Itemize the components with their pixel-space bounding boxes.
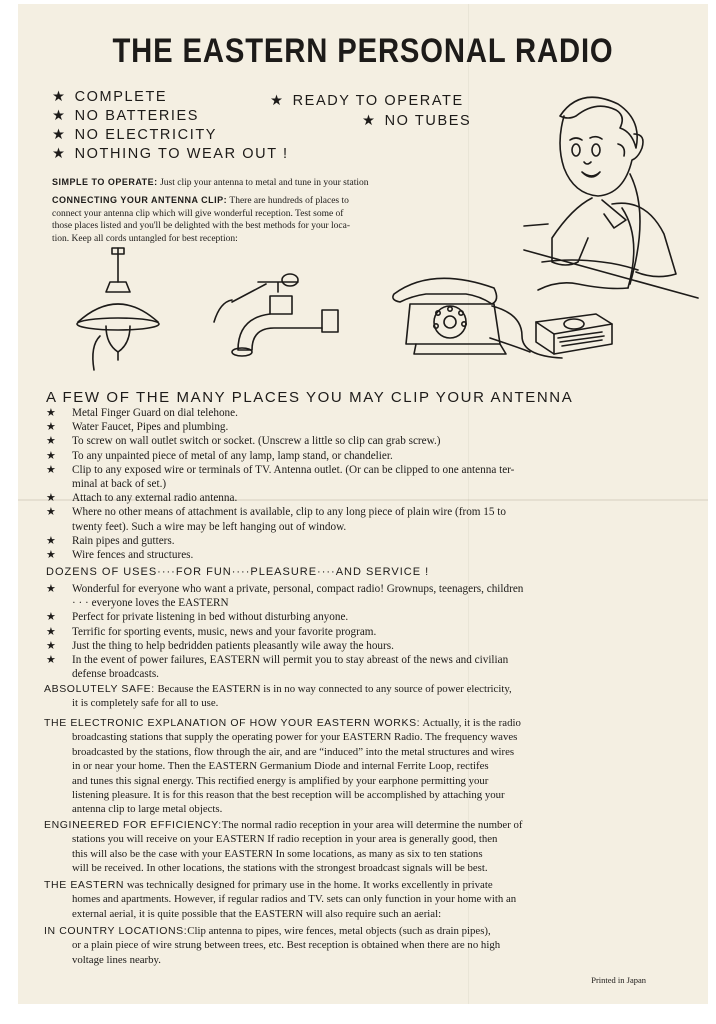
boy-illustration [524,97,698,298]
star-icon: ★ [46,492,56,505]
list-item: ★ Terrific for sporting events, music, news and your favorite program. [46,625,377,638]
list-item: ★ Rain pipes and gutters. [46,534,175,547]
star-icon: ★ [52,89,67,105]
water-faucet-illustration [214,274,338,356]
list-item-continued: defense broadcasts. [72,668,159,681]
list-item: ★ In the event of power failures, EASTERN will permit you to stay abreast of the news and civilian [46,654,509,667]
electronic-explanation-paragraph: THE ELECTRONIC EXPLANATION OF HOW YOUR EASTERN WORKS: Actually, it is the radio broadcasting stations that supply the operating power for your EASTERN Radio. The frequency waves broadcasted by the stations, flow through the air, and are “induced” into the metal structures and wires in or near your home. Then the EASTERN Germanium Diode and internal Ferrite Loop, rectifes and tunes this signal energy. This rectified energy is amplified by your earphone permitting your listening pleasure. It is for this reason that the best reception will be accomplished by attaching your antenna clip to large metal objects. [44,717,521,816]
absolutely-safe-paragraph: ABSOLUTELY SAFE: Because the EASTERN is in no way connected to any source of power electricity, it is completely safe for all to use. [44,683,512,710]
list-item: ★ Where no other means of attachment is available, clip to any long piece of plain wire (from 15 to [46,506,506,519]
star-icon: ★ [46,611,56,624]
list-item: ★ Metal Finger Guard on dial telehone. [46,407,238,419]
star-icon: ★ [52,146,67,162]
list-item-continued: · · · everyone loves the EASTERN [72,597,229,610]
feature-item: ★ NOTHING TO WEAR OUT ! [52,146,289,162]
star-icon: ★ [46,463,56,476]
star-icon: ★ [46,583,56,595]
illustrations [18,4,708,384]
eastern-radio-illustration [536,314,612,354]
places-list [46,406,676,562]
star-icon: ★ [46,654,56,667]
star-icon: ★ [46,449,56,462]
list-item: ★ Clip to any exposed wire or terminals of TV. Antenna outlet. (Or can be clipped to one antenna ter- [46,463,515,476]
telephone-illustration [393,278,562,358]
list-item: ★ Wire fences and structures. [46,549,194,562]
star-icon: ★ [270,93,285,109]
star-icon: ★ [46,435,56,448]
printed-in-japan-note: Printed in Japan [591,975,646,985]
hanging-lamp-illustration [77,248,159,370]
page-title: THE EASTERN PERSONAL RADIO [112,32,614,70]
uses-section-title: DOZENS OF USES····FOR FUN····PLEASURE····AND SERVICE ! [46,566,430,578]
star-icon: ★ [46,549,56,562]
feature-item: ★ NO BATTERIES [52,108,200,124]
list-item: ★ Perfect for private listening in bed without disturbing anyone. [46,611,349,624]
star-icon: ★ [46,625,56,638]
list-item: ★ To screw on wall outlet switch or socket. (Unscrew a little so clip can grab screw.) [46,435,441,448]
star-icon: ★ [52,127,67,143]
star-icon: ★ [46,421,56,434]
list-item-continued: twenty feet). Such a wire may be left hanging out of window. [72,520,347,533]
list-item: ★ To any unpainted piece of metal of any lamp, lamp stand, or chandelier. [46,449,393,462]
list-item-continued: minal at back of set.) [72,478,167,491]
list-item: ★ Wonderful for everyone who want a private, personal, compact radio! Grownups, teenagers, children [46,583,524,595]
feature-item: ★ COMPLETE [52,89,168,105]
uses-list [46,582,682,681]
leaflet-page [18,4,708,1004]
feature-item: ★ NO ELECTRICITY [52,127,218,143]
simple-to-operate: SIMPLE TO OPERATE: Just clip your antenna to metal and tune in your station [52,177,369,188]
star-icon: ★ [362,113,377,129]
places-section-title: A FEW OF THE MANY PLACES YOU MAY CLIP YOUR ANTENNA [46,389,574,406]
star-icon: ★ [46,639,56,652]
designed-for-home-paragraph: THE EASTERN was technically designed for primary use in the home. It works excellently in private homes and apartments. However, if regular radios and TV. sets can only function in your home with an external aerial, it is quite possible that the EASTERN will also require such an aerial: [44,879,517,920]
list-item: ★ Attach to any external radio antenna. [46,492,238,505]
star-icon: ★ [46,506,56,519]
engineered-for-efficiency-paragraph: ENGINEERED FOR EFFICIENCY:The normal radio reception in your area will determine the number of stations you will receive on your EASTERN If radio reception in your area is generally good, then this will also be the case with your EASTERN In some locations, as many as six to ten stations will be received. In other locations, the stations with the strongest broadcast signals will be best. [44,819,523,875]
connecting-antenna-clip: CONNECTING YOUR ANTENNA CLIP: There are hundreds of places to connect your antenna clip which will give wonderful reception. Test some of those places listed and you'll be delighted with the best methods for your loca- tion. Keep all cords untangled for best reception: [52,195,350,244]
star-icon: ★ [46,534,56,547]
feature-item: ★ READY TO OPERATE [270,93,464,109]
star-icon: ★ [46,407,56,419]
feature-item: ★ NO TUBES [362,113,472,129]
list-item: ★ Water Faucet, Pipes and plumbing. [46,421,229,434]
star-icon: ★ [52,108,67,124]
country-locations-paragraph: IN COUNTRY LOCATIONS:Clip antenna to pipes, wire fences, metal objects (such as drain pipes), or a plain piece of wire strung between trees, etc. Best reception is obtained when there are no high voltage lines nearby. [44,925,501,966]
list-item: ★ Just the thing to help bedridden patients pleasantly wile away the hours. [46,639,394,652]
